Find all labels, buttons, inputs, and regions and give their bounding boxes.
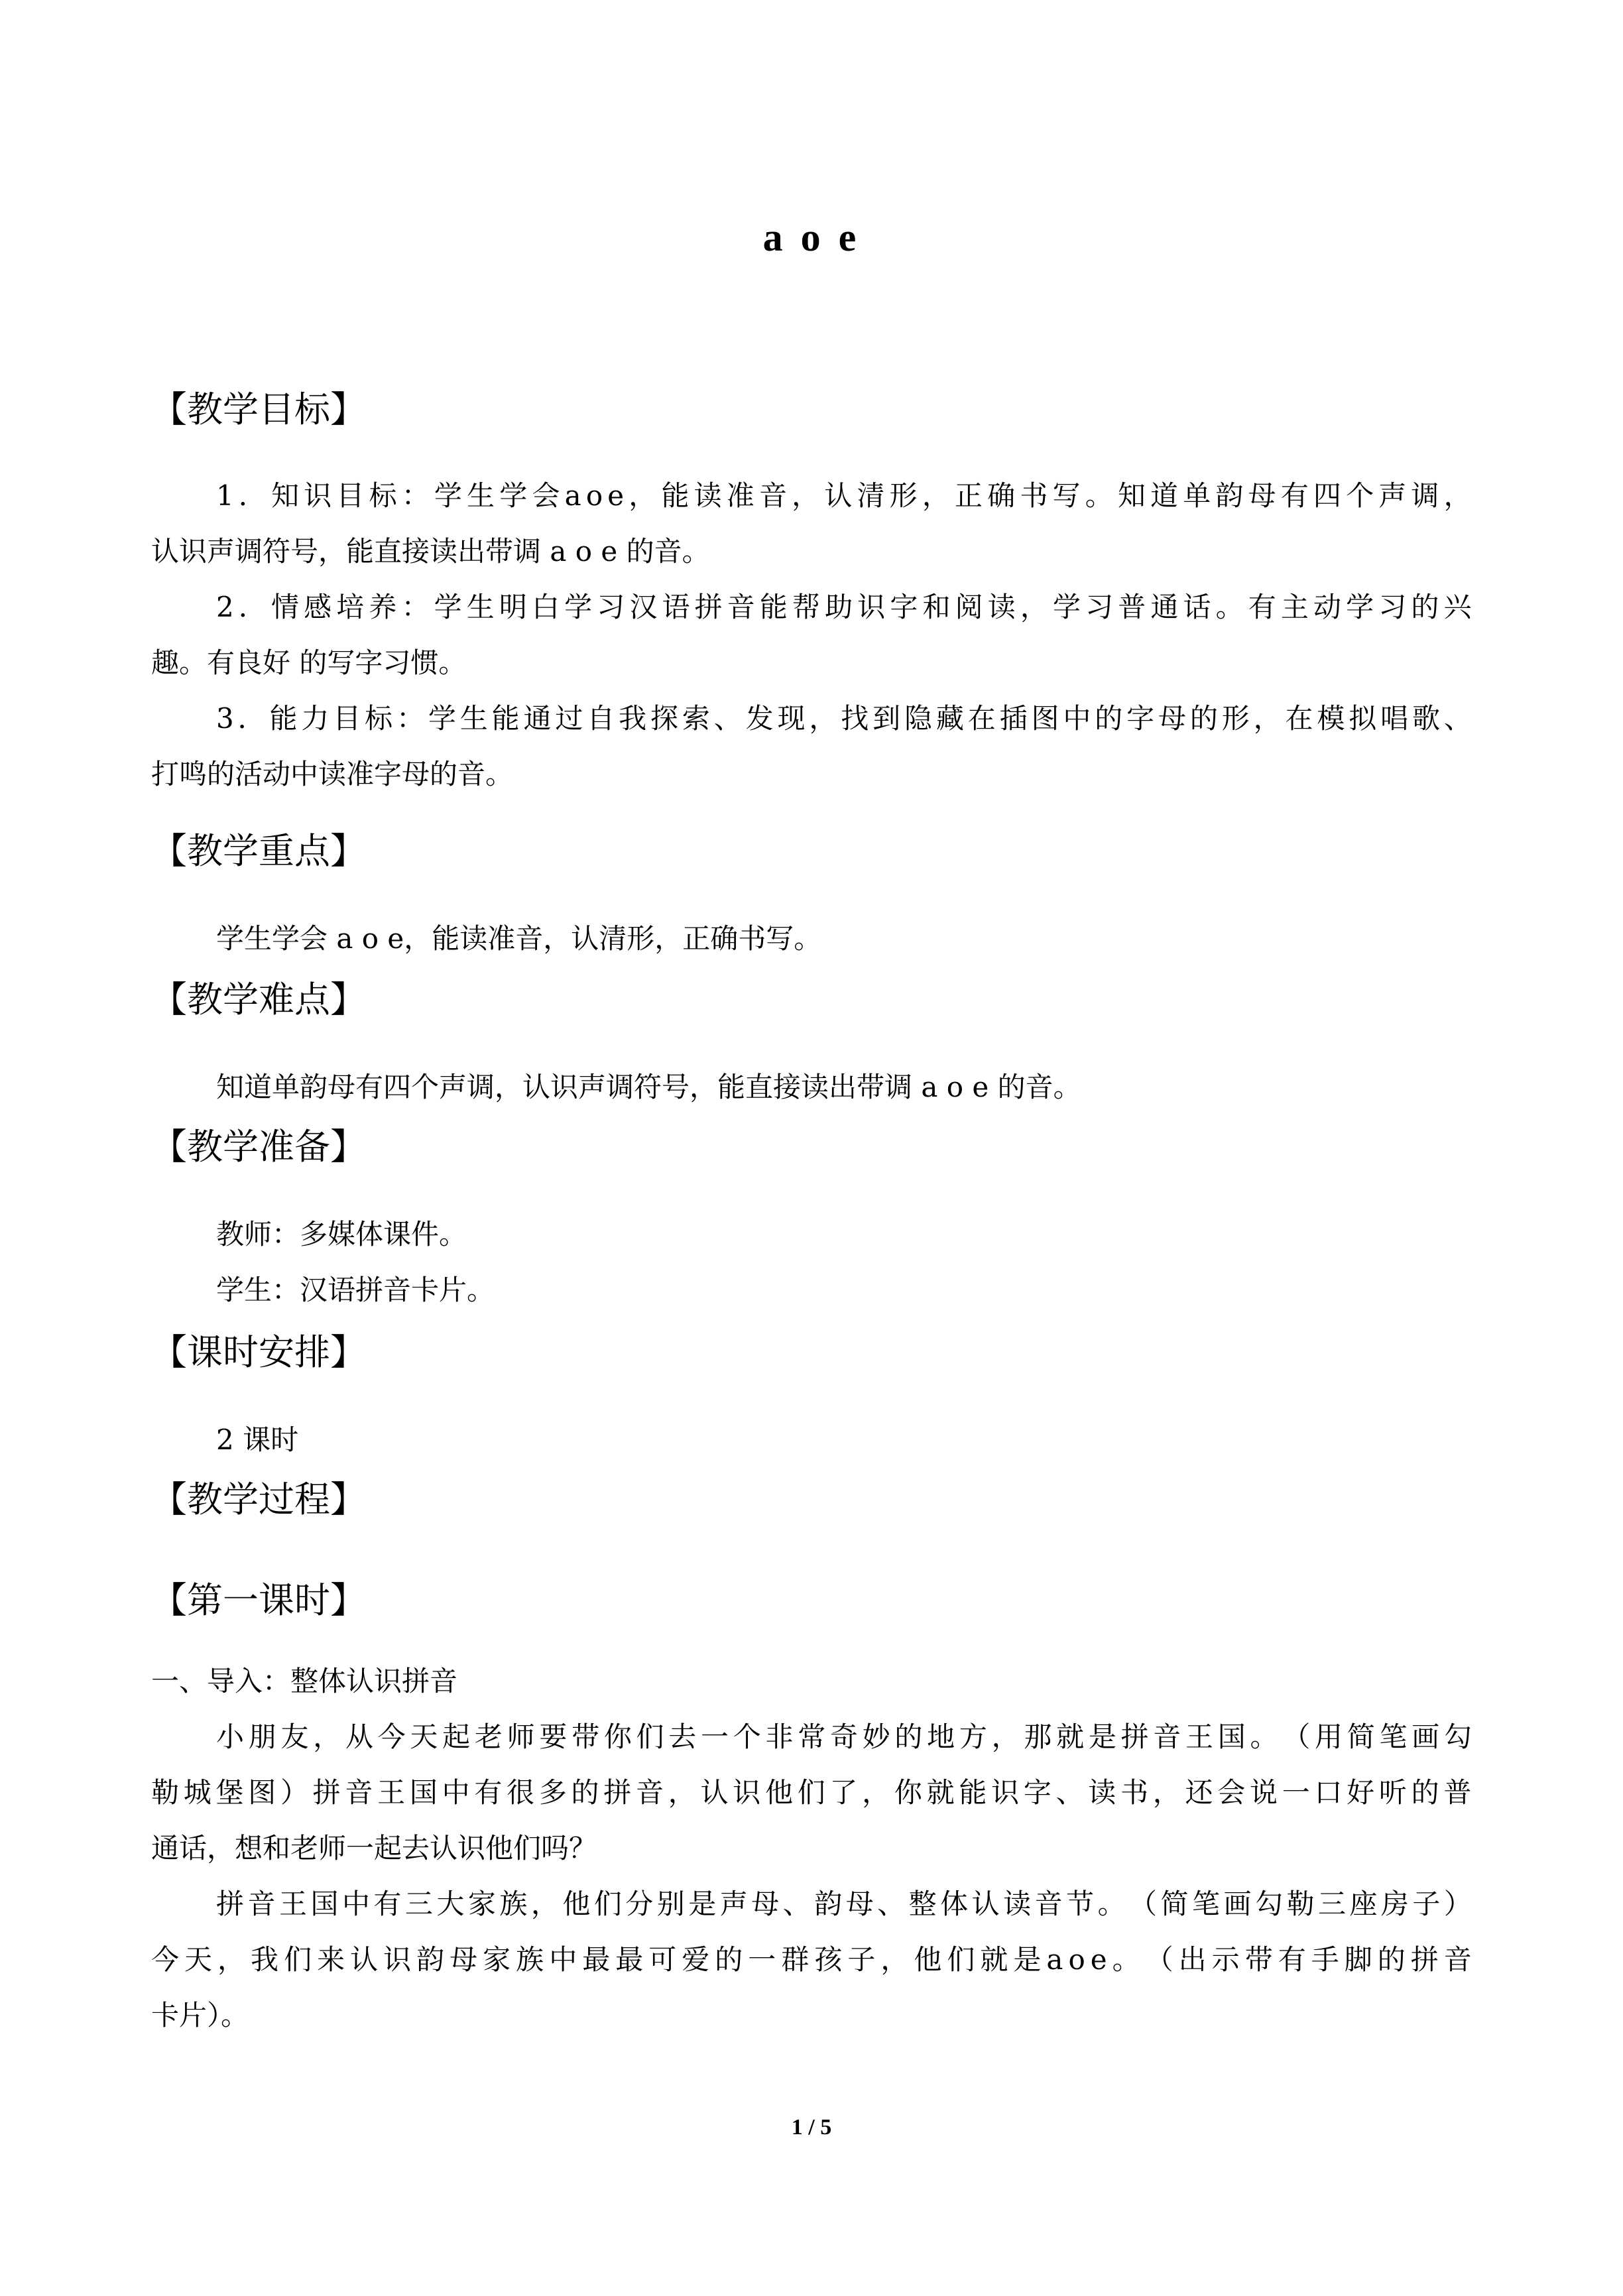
difficulties-text: 知道单韵母有四个声调，认识声调符号，能直接读出带调 a o e 的音。 [216,1071,1081,1103]
objective-3-line-2: 打鸣的活动中读准字母的音。 [151,758,514,790]
objective-2-line-2: 趣。有良好 的写字习惯。 [151,646,467,679]
lesson-1-para-1-line-3: 通话，想和老师一起去认识他们吗？ [151,1832,597,1864]
objective-1-line-1: 1 ． 知 识 目 标 ： 学 生 学 会 a o e ， 能 读 准 音 ， 认 清 形 ， 正 确 书 写 。 知 道 单 韵 母 有 四 个 声 调 ， [216,479,1472,512]
lesson-1-para-1-line-2: 勒 城 堡 图 ） 拼 音 王 国 中 有 很 多 的 拼 音 ， 认 识 他 们 了 ， 你 就 能 识 字 、 读 书 ， 还 会 说 一 口 好 听 的 普 [151,1776,1472,1809]
lesson-1-subheading: 一、导入：整体认识拼音 [151,1665,458,1697]
objective-2-line-1: 2 ． 情 感 培 养 ： 学 生 明 白 学 习 汉 语 拼 音 能 帮 助 识 字 和 阅 读 ， 学 习 普 通 话 。 有 主 动 学 习 的 兴 [216,591,1472,623]
heading-objectives: 【教学目标】 [151,389,366,430]
heading-difficulties: 【教学难点】 [151,979,366,1020]
objective-1-line-2: 认识声调符号，能直接读出带调 a o e 的音。 [151,535,710,568]
lesson-1-para-1-line-1: 小 朋 友 ， 从 今 天 起 老 师 要 带 你 们 去 一 个 非 常 奇 妙 的 地 方 ， 那 就 是 拼 音 王 国 。 （ 用 简 笔 画 勾 [216,1721,1472,1753]
schedule-text: 2 课时 [216,1423,299,1456]
heading-lesson-1: 【第一课时】 [151,1579,366,1621]
lesson-1-para-2-line-3: 卡片）。 [151,1999,249,2031]
key-points-text: 学生学会 a o e，能读准音，认清形，正确书写。 [216,922,822,955]
heading-preparation: 【教学准备】 [151,1126,366,1168]
objective-3-line-1: 3 ． 能 力 目 标 ： 学 生 能 通 过 自 我 探 索 、 发 现 ， 找 到 隐 藏 在 插 图 中 的 字 母 的 形 ， 在 模 拟 唱 歌 、 [216,702,1472,735]
preparation-student: 学生：汉语拼音卡片。 [216,1274,495,1306]
preparation-teacher: 教师：多媒体课件。 [216,1218,467,1250]
lesson-1-para-2-line-2: 今 天 ， 我 们 来 认 识 韵 母 家 族 中 最 最 可 爱 的 一 群 孩 子 ， 他 们 就 是 a o e 。 （ 出 示 带 有 手 脚 的 拼 音 [151,1943,1472,1976]
document-title: a o e [762,215,861,259]
heading-schedule: 【课时安排】 [151,1331,366,1373]
heading-process: 【教学过程】 [151,1479,366,1520]
heading-key-points: 【教学重点】 [151,830,366,872]
page-number: 1 / 5 [791,2115,832,2140]
lesson-1-para-2-line-1: 拼 音 王 国 中 有 三 大 家 族 ， 他 们 分 别 是 声 母 、 韵 母 、 整 体 认 读 音 节 。 （ 简 笔 画 勾 勒 三 座 房 子 ） [216,1888,1472,1920]
